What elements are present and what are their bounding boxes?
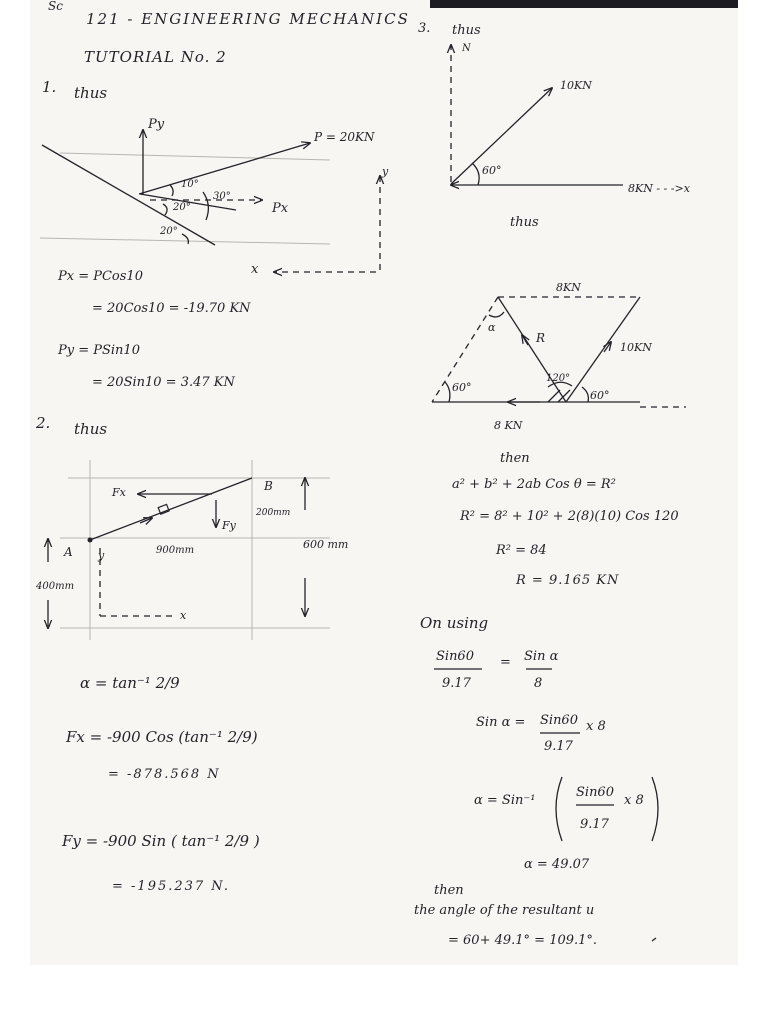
q3-alpha-inverse-den: 9.17 bbox=[580, 817, 609, 832]
q3-force-10kn bbox=[451, 88, 552, 184]
q3-sin-alpha-den: 9.17 bbox=[544, 739, 573, 754]
q2-line-fx-result: = -878.568 N bbox=[108, 767, 221, 782]
q2-label-y: y bbox=[98, 549, 105, 562]
q1-line-3: Py = PSin10 bbox=[58, 343, 140, 358]
q3-label-60: 60° bbox=[482, 164, 502, 177]
q3-sine-rule-den2: 8 bbox=[534, 676, 543, 691]
q2-line-alpha: α = tan⁻¹ 2/9 bbox=[80, 674, 180, 692]
q3-sine-rule-num2: Sin α bbox=[524, 649, 559, 664]
q3-resultant-angle-text: the angle of the resultant u bbox=[414, 903, 595, 918]
q3-r-value: R = 9.165 KN bbox=[516, 573, 620, 588]
q3-sine-rule-den1: 9.17 bbox=[442, 676, 471, 691]
q3-on-using: On using bbox=[420, 614, 489, 632]
q2-label-fy: Fy bbox=[222, 519, 236, 532]
q1-number: 1. bbox=[42, 78, 57, 96]
q3-label-r: R bbox=[536, 331, 546, 345]
q1-force-p bbox=[139, 143, 310, 194]
q1-label-angle10: 10° bbox=[181, 179, 199, 190]
q3-label-n: N bbox=[462, 43, 471, 54]
q3-r-squared-value: R² = 84 bbox=[496, 543, 547, 558]
q3-sin-alpha-num: Sin60 bbox=[540, 713, 578, 728]
q3-then-1: then bbox=[500, 451, 530, 466]
q3-label-120: 120° bbox=[546, 373, 571, 384]
q3-thus-2: thus bbox=[510, 215, 539, 230]
q2-label-900mm: 900mm bbox=[156, 545, 195, 556]
q3-alpha-inverse-num: Sin60 bbox=[576, 785, 614, 800]
q1-thus: thus bbox=[74, 84, 108, 102]
q1-incline-line bbox=[42, 145, 215, 245]
q2-label-b: B bbox=[264, 479, 273, 493]
q3-alpha-value: α = 49.07 bbox=[524, 857, 590, 872]
q3-sin-alpha-label: Sin α = bbox=[476, 715, 526, 730]
q1-label-y: y bbox=[382, 165, 389, 178]
q1-label-angle30: 30° bbox=[213, 191, 231, 202]
q2-line-fy-result: = -195.237 N. bbox=[112, 879, 230, 894]
q2-label-400mm: 400mm bbox=[36, 581, 75, 592]
q2-label-fx: Fx bbox=[112, 486, 126, 499]
q2-thus: thus bbox=[74, 420, 108, 438]
q1-diagram bbox=[40, 130, 380, 272]
q2-line-fx: Fx = -900 Cos (tan⁻¹ 2/9) bbox=[66, 728, 258, 746]
q3-label-10kn: 10KN bbox=[560, 79, 592, 92]
q3-r-squared-expansion: R² = 8² + 10² + 2(8)(10) Cos 120 bbox=[460, 509, 679, 524]
q3-diagram-1 bbox=[451, 45, 623, 185]
q3-then-2: then bbox=[434, 883, 464, 898]
q3-label-side-10kn: 10KN bbox=[620, 341, 652, 354]
q2-label-600mm: 600 mm bbox=[303, 538, 349, 551]
q1-label-angle20b: 20° bbox=[160, 226, 178, 237]
corner-mark: Sc bbox=[48, 0, 63, 13]
tutorial-title: TUTORIAL No. 2 bbox=[84, 48, 227, 66]
q3-sine-rule-num1: Sin60 bbox=[436, 649, 474, 664]
q2-line-fy: Fy = -900 Sin ( tan⁻¹ 2/9 ) bbox=[62, 832, 260, 850]
q2-label-200mm: 200mm bbox=[256, 508, 291, 518]
q3-label-bottom-8kn: 8 KN bbox=[494, 419, 523, 432]
q2-label-x: x bbox=[180, 609, 187, 622]
q1-line-4: = 20Sin10 = 3.47 KN bbox=[92, 375, 235, 390]
q1-label-x: x bbox=[251, 262, 259, 277]
q3-resultant-r bbox=[498, 297, 566, 402]
q3-label-alpha: α bbox=[488, 321, 496, 334]
course-title: 121 - ENGINEERING MECHANICS bbox=[86, 10, 410, 28]
q3-sine-rule-equals: = bbox=[500, 655, 511, 670]
q1-label-px: Px bbox=[272, 201, 289, 216]
q2-number: 2. bbox=[36, 414, 51, 432]
q1-label-p: P = 20KN bbox=[314, 130, 375, 144]
q3-label-8kn-x: 8KN - - ->x bbox=[628, 182, 690, 195]
q3-number: 3. bbox=[418, 21, 431, 36]
q2-label-a: A bbox=[64, 545, 73, 559]
q3-thus: thus bbox=[452, 23, 481, 38]
q3-label-60b: 60° bbox=[452, 381, 472, 394]
q3-resultant-angle-value: = 60+ 49.1° = 109.1°. bbox=[448, 933, 598, 948]
q1-label-py: Py bbox=[148, 117, 165, 132]
q3-label-60c: 60° bbox=[590, 389, 610, 402]
q1-label-angle20: 20° bbox=[173, 202, 191, 213]
q1-line-2: = 20Cos10 = -19.70 KN bbox=[92, 301, 251, 316]
q3-cosine-rule: a² + b² + 2ab Cos θ = R² bbox=[452, 477, 616, 492]
q3-alpha-inverse: α = Sin⁻¹ bbox=[474, 793, 536, 808]
q3-alpha-inverse-times: x 8 bbox=[624, 793, 644, 808]
q3-sin-alpha-times: x 8 bbox=[586, 719, 606, 734]
q3-label-top-8kn: 8KN bbox=[556, 281, 581, 294]
q1-line-1: Px = PCos10 bbox=[58, 269, 143, 284]
